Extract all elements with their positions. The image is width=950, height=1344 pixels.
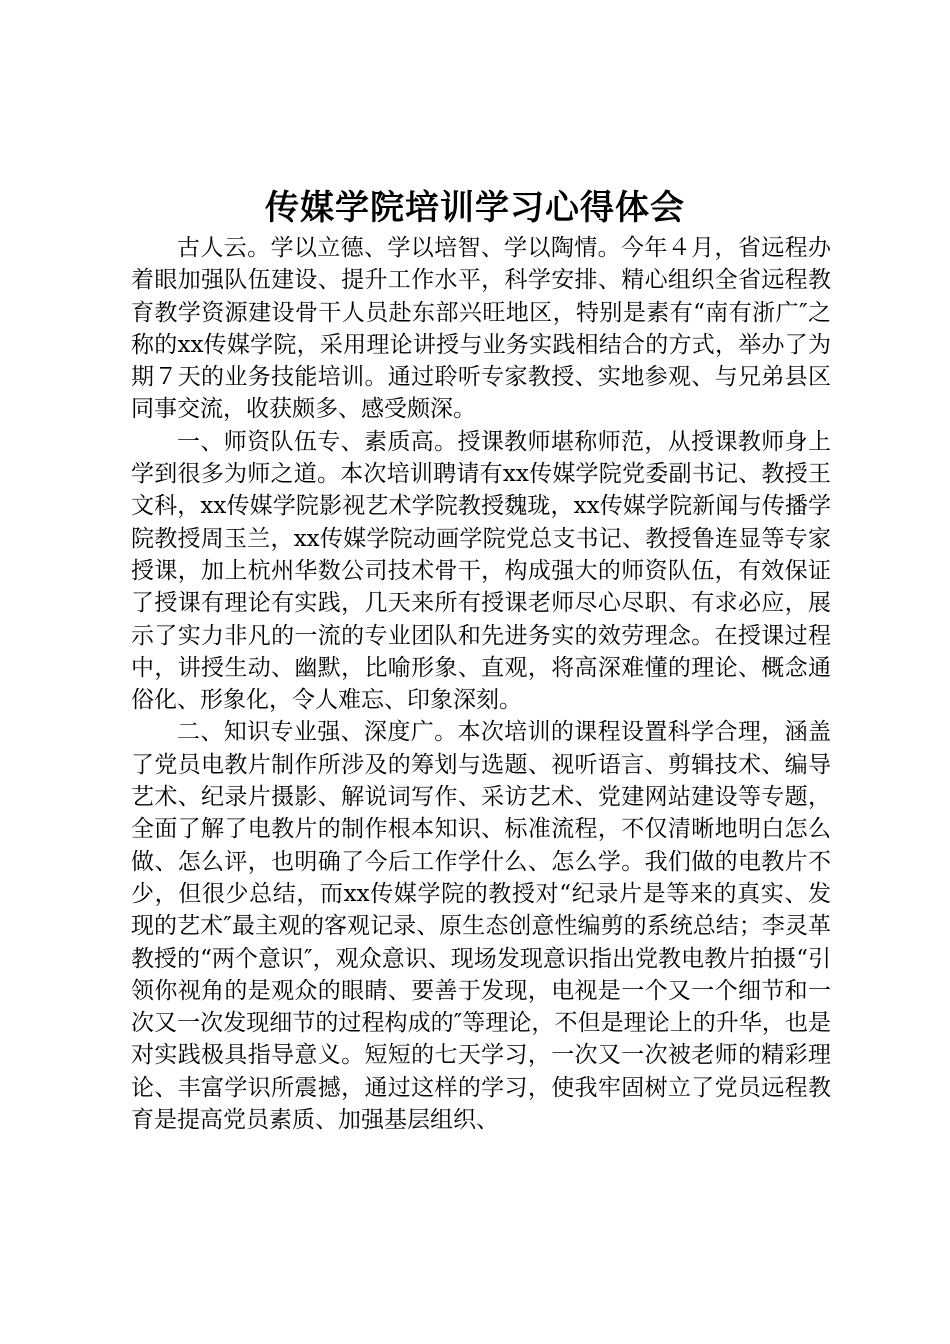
paragraph-intro: 古人云。学以立德、学以培智、学以陶情。今年４月，省远程办着眼加强队伍建设、提升工作水平，科学安排、精心组织全省远程教育教学资源建设骨干人员赴东部兴旺地区，特别是素有“南有浙广″之称的xx传媒学院，采用理论讲授与业务实践相结合的方式，举办了为期７天的业务技能培训。通过聆听专家教授、实地参观、与兄弟县区同事交流，收获颇多、感受颇深。 xyxy=(131,235,831,423)
document-title: 传媒学院培训学习心得体会 xyxy=(265,188,685,228)
document-body xyxy=(131,232,831,1136)
paragraph-faculty: 一、师资队伍专、素质高。授课教师堪称师范，从授课教师身上学到很多为师之道。本次培训聘请有xx传媒学院党委副书记、教授王文科，xx传媒学院影视艺术学院教授魏珑，xx传媒学院新闻与传播学院教授周玉兰，xx传媒学院动画学院党总支书记、教授鲁连显等专家授课，加上杭州华数公司技术骨干，构成强大的师资队伍，有效保证了授课有理论有实践，几天来所有授课老师尽心尽职、有求必应，展示了实力非凡的一流的专业团队和先进务实的效劳理念。在授课过程中，讲授生动、幽默，比喻形象、直观，将高深难懂的理论、概念通俗化、形象化，令人难忘、印象深刻。 xyxy=(131,428,831,714)
paragraph-knowledge: 二、知识专业强、深度广。本次培训的课程设置科学合理，涵盖了党员电教片制作所涉及的筹划与选题、视听语言、剪辑技术、编导艺术、纪录片摄影、解说词写作、采访艺术、党建网站建设等专题，全面了解了电教片的制作根本知识、标准流程，不仅清晰地明白怎么做、怎么评，也明确了今后工作学什么、怎么学。我们做的电教片不少，但很少总结，而xx传媒学院的教授对“纪录片是等来的真实、发现的艺术″最主观的客观记录、原生态创意性编剪的系统总结；李灵革教授的“两个意识″，观众意识、现场发现意识指出党教电教片拍摄“引领你视角的是观众的眼睛、要善于发现，电视是一个又一个细节和一次又一次发现细节的过程构成的″等理论，不但是理论上的升华，也是对实践极具指导意义。短短的七天学习，一次又一次被老师的精彩理论、丰富学识所震撼，通过这样的学习，使我牢固树立了党员远程教育是提高党员素质、加强基层组织、 xyxy=(131,719,831,1134)
